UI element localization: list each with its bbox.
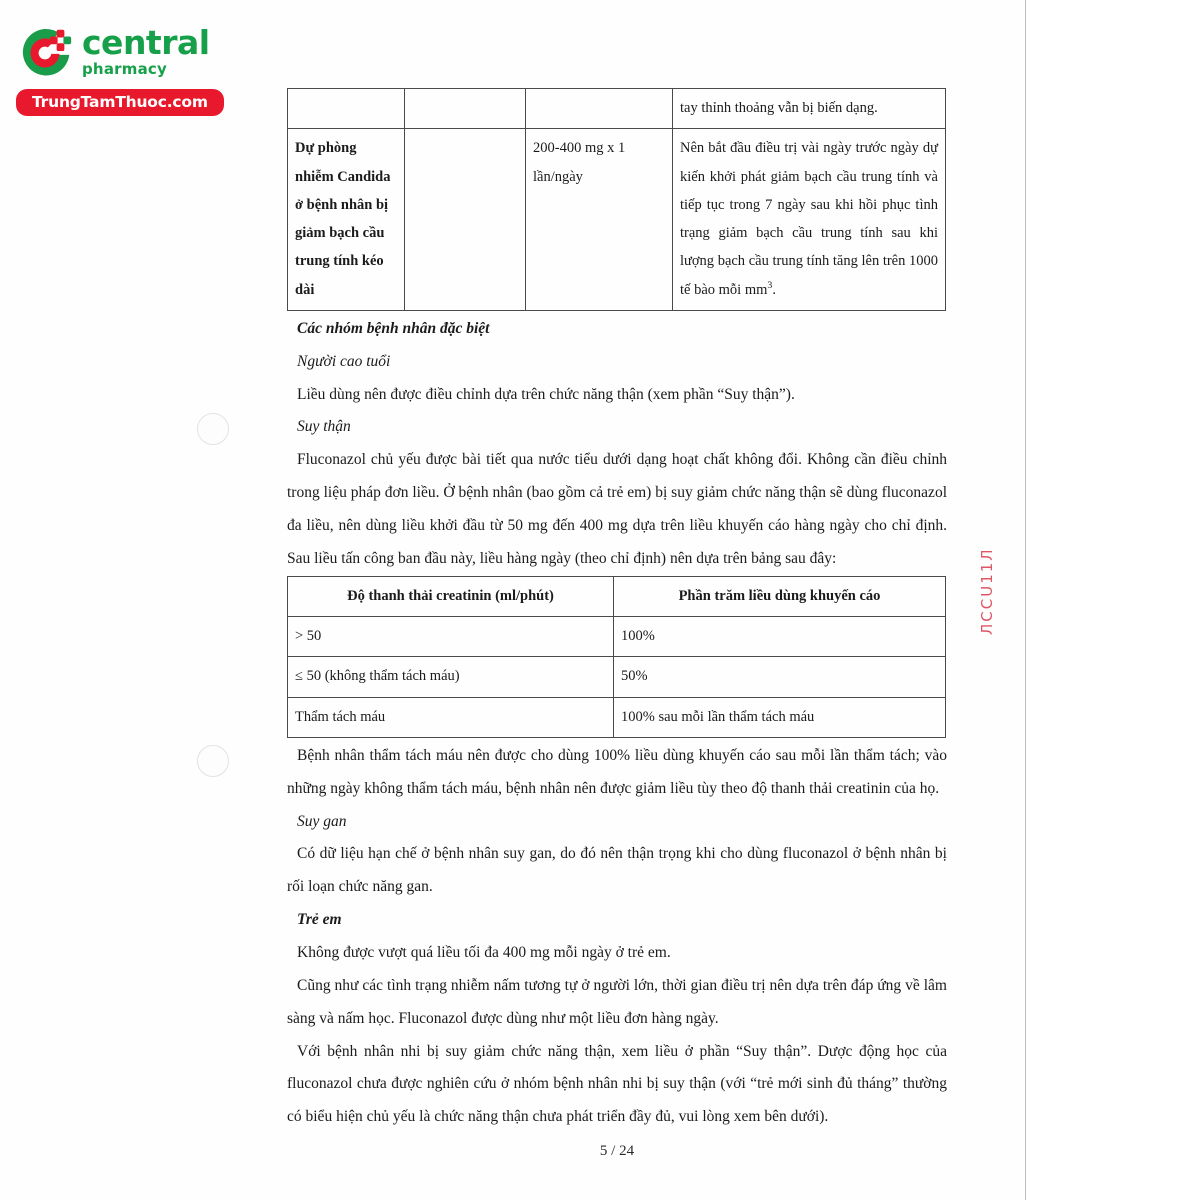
heading-elderly: Người cao tuổi <box>297 352 391 370</box>
paragraph-renal-impairment: Fluconazol chủ yếu được bài tiết qua nước tiểu dưới dạng hoạt chất không đổi. Không cần điều chỉnh trong liệu pháp đơn liều. Ở bệnh nhân (bao gồm cả trẻ em) bị suy giảm chức năng thận sẽ dùng fluconazol đa liều, nên dùng liều khởi đầu từ 50 mg đến 400 mg dựa trên liều khuyến cáo hàng ngày cho chỉ định. Sau liều tấn công ban đầu này, liều hàng ngày (theo chỉ định) nên dựa trên bảng sau đây: <box>287 451 947 567</box>
dosage-cell-indication <box>288 89 405 129</box>
page-outside-margin <box>1026 0 1200 1200</box>
table-row <box>288 617 946 657</box>
table-row <box>288 129 946 311</box>
creatinine-cell-clearance: > 50 <box>288 617 614 657</box>
dosage-cell-dose <box>526 89 673 129</box>
red-handwritten-margin-note: ЛССU11Л <box>978 547 996 635</box>
document-content <box>287 88 947 1134</box>
brand-website-banner: TrungTamThuoc.com <box>16 89 224 116</box>
table-row <box>288 657 946 697</box>
heading-renal-impairment: Suy thận <box>297 418 351 436</box>
brand-subtitle: pharmacy <box>82 59 167 78</box>
brand-logo <box>14 20 244 116</box>
dosage-cell-indication: Dự phòng nhiễm Candida ở bệnh nhân bị giảm bạch cầu trung tính kéo dài <box>288 129 405 311</box>
punch-hole-top <box>197 413 229 445</box>
paragraph-children-1: Không được vượt quá liều tối đa 400 mg mỗi ngày ở trẻ em. <box>297 943 671 961</box>
paragraph-children-3: Với bệnh nhân nhi bị suy giảm chức năng thận, xem liều ở phần “Suy thận”. Dược động học của fluconazol chưa được nghiên cứu ở nhóm bệnh nhân nhi bị suy thận (với “trẻ mới sinh đủ tháng” thường có biểu hiện chủ yếu là chức năng thận chưa phát triển đầy đủ, vui lòng xem bên dưới). <box>287 1042 947 1126</box>
creatinine-cell-clearance: ≤ 50 (không thẩm tách máu) <box>288 657 614 697</box>
brand-wordmark <box>82 22 210 78</box>
creatinine-cell-percent: 100% <box>614 617 946 657</box>
table-row <box>288 697 946 737</box>
dosage-note-superscript: 3 <box>767 279 773 291</box>
table-row <box>288 89 946 129</box>
punch-hole-bottom <box>197 745 229 777</box>
brand-name: central <box>82 22 210 62</box>
creatinine-header-clearance: Độ thanh thải creatinin (ml/phút) <box>288 576 614 616</box>
creatinine-clearance-table <box>287 576 946 738</box>
creatinine-cell-percent: 50% <box>614 657 946 697</box>
creatinine-header-percent: Phần trăm liều dùng khuyến cáo <box>614 576 946 616</box>
post-table-section <box>287 740 947 1134</box>
dosage-note-tail: . <box>772 281 776 298</box>
heading-special-groups: Các nhóm bệnh nhân đặc biệt <box>297 319 490 337</box>
paragraph-hepatic-impairment: Có dữ liệu hạn chế ở bệnh nhân suy gan, do đó nên thận trọng khi cho dùng fluconazol ở bệnh nhân bị rối loạn chức năng gan. <box>287 845 947 896</box>
heading-hepatic-impairment: Suy gan <box>297 812 347 830</box>
dosage-cell-blank <box>405 89 526 129</box>
dosage-table <box>287 88 946 311</box>
dosage-cell-note <box>673 129 946 311</box>
creatinine-cell-percent: 100% sau mỗi lần thẩm tách máu <box>614 697 946 737</box>
heading-children: Trẻ em <box>297 911 342 929</box>
paragraph-dialysis: Bệnh nhân thẩm tách máu nên được cho dùng 100% liều dùng khuyến cáo sau mỗi lần thẩm tách; vào những ngày không thẩm tách máu, bệnh nhân nên được giảm liều tùy theo độ thanh thải creatinin của họ. <box>287 746 947 797</box>
creatinine-cell-clearance: Thẩm tách máu <box>288 697 614 737</box>
special-groups-section <box>287 313 947 576</box>
paragraph-elderly: Liều dùng nên được điều chỉnh dựa trên chức năng thận (xem phần “Suy thận”). <box>297 385 795 403</box>
dosage-cell-blank <box>405 129 526 311</box>
table-header-row <box>288 576 946 616</box>
dosage-note-text: Nên bắt đầu điều trị vài ngày trước ngày dự kiến khởi phát giảm bạch cầu trung tính và tiếp tục trong 7 ngày sau khi hồi phục tình trạng giảm bạch cầu trung tính sau khi lượng bạch cầu trung tính tăng lên trên 1000 tế bào mỗi mm <box>680 140 938 298</box>
central-pharmacy-logo-icon <box>14 20 76 82</box>
page-number: 5 / 24 <box>599 1143 635 1159</box>
dosage-cell-note: tay thỉnh thoảng vẫn bị biến dạng. <box>673 89 946 129</box>
brand-logo-row <box>14 20 244 82</box>
paragraph-children-2: Cũng như các tình trạng nhiễm nấm tương tự ở người lớn, thời gian điều trị nên dựa trên đáp ứng về lâm sàng và nấm học. Fluconazol được dùng như một liều đơn hàng ngày. <box>287 976 947 1027</box>
dosage-cell-dose: 200-400 mg x 1 lần/ngày <box>526 129 673 311</box>
